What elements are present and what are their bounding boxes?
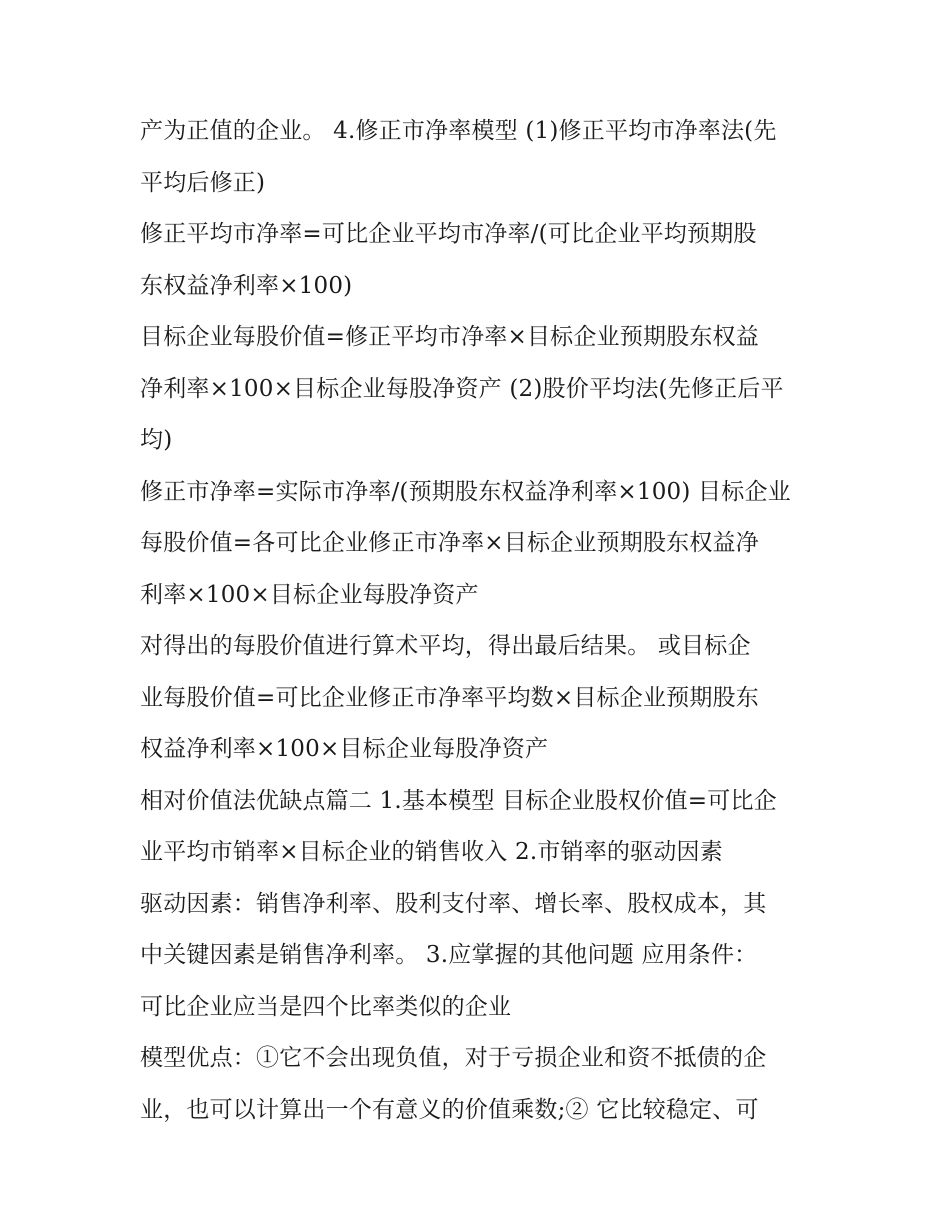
text-line: 利率×100×目标企业每股净资产 xyxy=(140,581,479,608)
text-line: 对得出的每股价值进行算术平均，得出最后结果。 或目标企 xyxy=(140,633,751,659)
text-line: 净利率×100×目标企业每股净资产 (2)股价平均法(先修正后平 xyxy=(140,375,784,402)
text-line: 修正市净率=实际市净率/(预期股东权益净利率×100) 目标企业 xyxy=(140,478,791,505)
text-line: 均) xyxy=(140,427,173,453)
document-body xyxy=(140,106,830,1136)
text-line: 修正平均市净率=可比企业平均市净率/(可比企业平均预期股 xyxy=(140,221,757,247)
text-line: 中关键因素是销售净利率。 3.应掌握的其他问题 应用条件： xyxy=(140,942,758,968)
text-line: 业每股价值=可比企业修正市净率平均数×目标企业预期股东 xyxy=(140,684,759,711)
text-line: 可比企业应当是四个比率类似的企业 xyxy=(140,993,512,1020)
text-line: 每股价值=各可比企业修正市净率×目标企业预期股东权益净 xyxy=(140,530,759,556)
text-line: 模型优点：①它不会出现负值，对于亏损企业和资不抵债的企 xyxy=(140,1045,767,1071)
text-line: 产为正值的企业。 4.修正市净率模型 (1)修正平均市净率法(先 xyxy=(140,118,777,144)
text-line: 业平均市销率×目标企业的销售收入 2.市销率的驱动因素 xyxy=(140,839,723,865)
text-line: 目标企业每股价值=修正平均市净率×目标企业预期股东权益 xyxy=(140,324,759,350)
text-line: 权益净利率×100×目标企业每股净资产 xyxy=(140,736,549,762)
text-line: 相对价值法优缺点篇二 1.基本模型 目标企业股权价值=可比企 xyxy=(140,787,777,814)
text-line: 东权益净利率×100) xyxy=(140,272,353,299)
text-line: 平均后修正) xyxy=(140,169,266,196)
text-line: 业，也可以计算出一个有意义的价值乘数;② 它比较稳定、可 xyxy=(140,1096,759,1123)
text-line: 驱动因素：销售净利率、股利支付率、增长率、股权成本，其 xyxy=(140,890,767,917)
